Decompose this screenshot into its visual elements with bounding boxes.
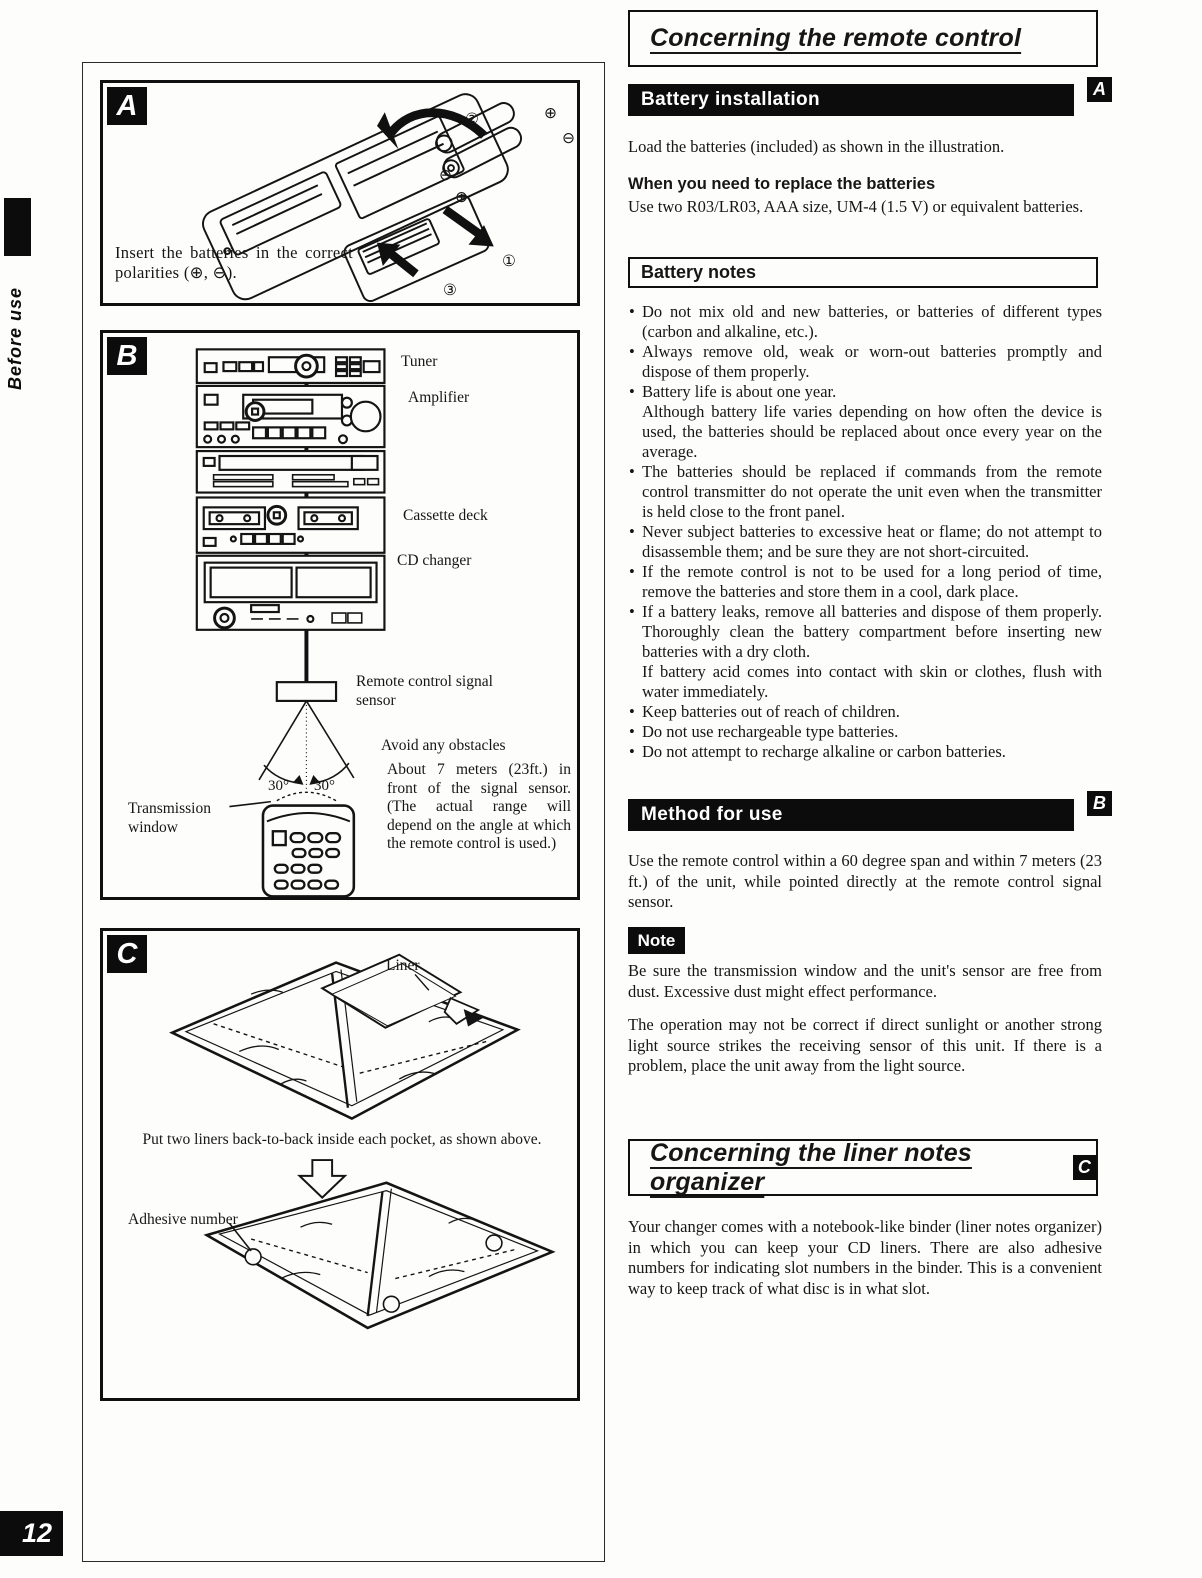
- label-minus-inner: ⊖: [439, 167, 452, 184]
- label-minus-top: ⊖: [562, 130, 575, 147]
- ref-badge-b: B: [1087, 791, 1112, 816]
- label-transmission-window: Transmission window: [128, 800, 211, 836]
- battery-note-item: Although battery life varies depending on how often the device is used, the batteries should be replaced about once every year on the average.: [642, 402, 1102, 461]
- figure-c-caption: Put two liners back-to-back inside each pocket, as shown above.: [142, 1131, 542, 1148]
- figure-c-liner-organizer: [100, 928, 580, 1401]
- replace-batteries-text: Use two R03/LR03, AAA size, UM-4 (1.5 V) or equivalent batteries.: [628, 197, 1084, 216]
- cd-changer-drawing: [197, 556, 385, 630]
- label-signal-sensor: Remote control signal sensor: [356, 673, 493, 709]
- label-cd-changer: CD changer: [397, 552, 472, 569]
- open-binder-drawing: [172, 955, 518, 1119]
- heading-method-for-use: Method for use: [628, 799, 1074, 831]
- figure-c-badge: C: [107, 935, 147, 973]
- label-step-2: ②: [465, 111, 479, 128]
- ref-badge-c: C: [1073, 1155, 1096, 1180]
- section-tab-label: Before use: [5, 286, 25, 390]
- battery-note-item: • Do not use rechargeable type batteries.: [629, 722, 899, 741]
- liner-paragraph: Your changer comes with a notebook-like binder (liner notes organizer) in which you can keep your CD liners. There are also adhesive numbers for indicating slot numbers in the binder. This is a convenient way to keep track of what disc is in what slot.: [628, 1217, 1102, 1298]
- label-step-1: ①: [502, 253, 516, 270]
- figure-a-badge: A: [107, 87, 147, 125]
- label-step-3: ③: [443, 282, 457, 299]
- figure-a-caption: Insert the batteries in the correct polarities (⊕, ⊖).: [115, 243, 353, 282]
- tuner-drawing: [197, 349, 385, 383]
- battery-note-item: • Keep batteries out of reach of children.: [629, 702, 900, 721]
- battery-note-item: • Battery life is about one year.: [629, 382, 837, 401]
- method-paragraph: Use the remote control within a 60 degree span and within 7 meters (23 ft.) of the unit, while pointed directly at the remote control signal sensor.: [628, 851, 1102, 911]
- amplifier-drawing: [197, 386, 385, 447]
- section-title-text: Concerning the remote control: [650, 24, 1022, 52]
- battery-door-drawing: [342, 193, 491, 303]
- label-plus-inner: ⊕: [455, 189, 468, 206]
- battery-note-item: • The batteries should be replaced if commands from the remote control transmitter do not operate the unit even when the transmitter is held close to the front panel.: [629, 462, 1102, 521]
- label-cassette-deck: Cassette deck: [403, 507, 488, 524]
- figure-c-illustration: [103, 931, 577, 1398]
- page-number: 12: [0, 1511, 63, 1556]
- replace-batteries-heading: When you need to replace the batteries: [628, 175, 936, 193]
- sunlight-paragraph: The operation may not be correct if direct sunlight or another strong light source strikes the receiving sensor of this unit. If there is a problem, place the unit away from the light source.: [628, 1015, 1102, 1075]
- equalizer-drawing: [197, 451, 385, 492]
- section-tab-mark: [4, 198, 31, 256]
- label-amplifier: Amplifier: [408, 389, 470, 406]
- down-arrow-drawing: [300, 1160, 345, 1198]
- note-label: Note: [628, 927, 685, 954]
- remote-front-drawing: [229, 792, 353, 896]
- label-range-note: About 7 meters (23ft.) in front of the signal sensor. (The actual range will depend on the angle at which the remote control is used.): [387, 761, 571, 853]
- label-plus-top: ⊕: [544, 105, 557, 122]
- battery-note-item: • If a battery leaks, remove all batteries and dispose of them properly. Thoroughly clean the battery compartment before inserting new batteries with a dry cloth.: [629, 602, 1102, 661]
- label-adhesive-number: Adhesive number: [128, 1211, 238, 1228]
- battery-notes-list: [628, 302, 1102, 762]
- figure-b-badge: B: [107, 337, 147, 375]
- cassette-deck-drawing: [197, 497, 385, 552]
- closed-binder-drawing: [207, 1183, 553, 1328]
- note-paragraph: Be sure the transmission window and the unit's sensor are free from dust. Excessive dust might effect performance.: [628, 961, 1102, 1001]
- battery-intro-paragraph: Load the batteries (included) as shown in the illustration.: [628, 137, 1005, 156]
- figure-a-battery-installation: [100, 80, 580, 306]
- battery-note-item: If battery acid comes into contact with skin or clothes, flush with water immediately.: [642, 662, 1102, 701]
- label-avoid-obstacles: Avoid any obstacles: [381, 737, 506, 754]
- liner-title-text: Concerning the liner notes organizer: [650, 1138, 972, 1196]
- battery-note-item: • Never subject batteries to excessive heat or flame; do not attempt to disassemble them; and be sure they are not short-circuited.: [629, 522, 1102, 561]
- label-liner: Liner: [386, 957, 420, 974]
- ref-badge-a: A: [1087, 77, 1112, 102]
- battery-note-item: • Do not attempt to recharge alkaline or carbon batteries.: [629, 742, 1006, 761]
- heading-battery-notes: Battery notes: [628, 257, 1098, 288]
- section-title-remote-control: [628, 10, 1098, 67]
- section-title-liner-organizer: [628, 1139, 1098, 1196]
- battery-note-item: • If the remote control is not to be used for a long period of time, remove the batteries and store them in a cool, dark place.: [629, 562, 1102, 601]
- label-30-left: 30°: [268, 778, 289, 794]
- heading-battery-installation: Battery installation: [628, 84, 1074, 116]
- battery-note-item: • Do not mix old and new batteries, or batteries of different types (carbon and alkaline, etc.).: [629, 302, 1102, 341]
- label-tuner: Tuner: [401, 353, 438, 370]
- figure-b-remote-range: [100, 330, 580, 900]
- battery-note-item: • Always remove old, weak or worn-out batteries promptly and dispose of them properly.: [629, 342, 1102, 381]
- label-30-right: 30°: [314, 778, 335, 794]
